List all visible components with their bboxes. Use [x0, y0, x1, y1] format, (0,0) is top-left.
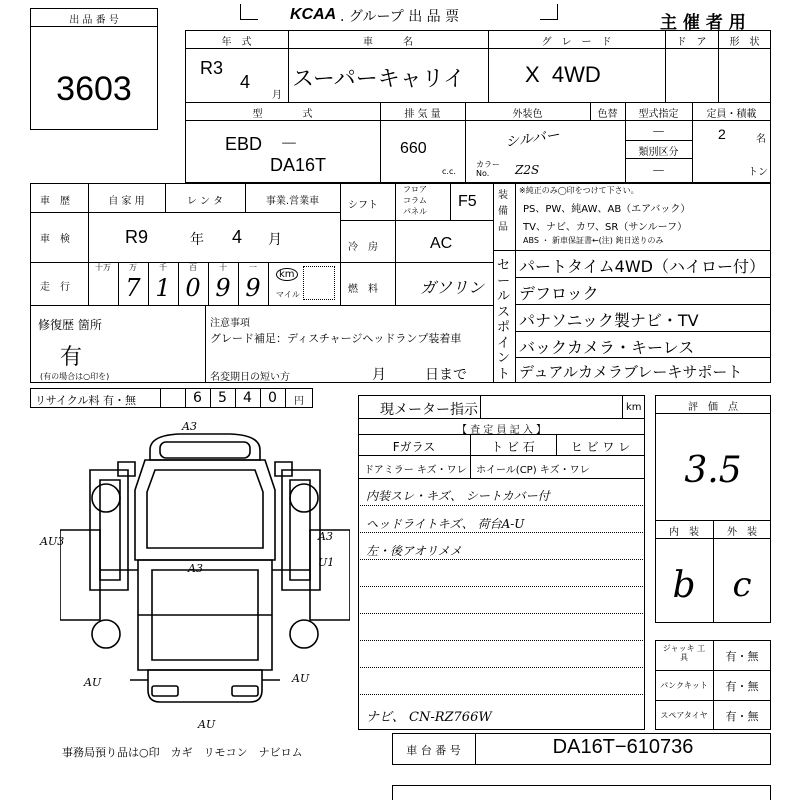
shift-option-floor: フロア: [403, 185, 427, 194]
vehicle-name: スーパーキャリイ: [292, 67, 466, 92]
model-prefix: EBD －: [225, 134, 299, 154]
year-month: 4: [240, 72, 251, 92]
organizer-use-label: 主 催 者 用: [660, 13, 746, 33]
memo-line: 内装スレ・キズ、 シートカバー付: [366, 489, 550, 503]
damage-label-left: AU3: [40, 535, 65, 548]
inspection-month-unit: 月: [268, 232, 282, 248]
ac-label: 冷 房: [348, 242, 378, 253]
meter-label: 現メーター指示: [380, 402, 478, 418]
deadline-day-unit: 日まで: [425, 367, 467, 383]
memo-line: 左・後アオリメメ: [366, 544, 462, 558]
jack-yes-no[interactable]: 有・無: [725, 650, 759, 663]
type-designation: －: [651, 125, 666, 141]
shape-label: 形 状: [729, 37, 760, 48]
damage-label-bottom-left: AU: [84, 676, 102, 689]
mileage-digit: 9: [245, 274, 261, 302]
year-month-unit: 月: [272, 90, 282, 101]
mileage-label: 走 行: [40, 282, 70, 293]
history-label: 車 歴: [40, 196, 70, 207]
repair-value: 有: [60, 345, 83, 370]
equipment-note: ※純正のみ◯印をつけて下さい。: [519, 186, 639, 195]
stone-chip-label: ト ビ 石: [491, 440, 535, 454]
mileage-dotted-box: [303, 266, 335, 300]
equipment-line3: ABS ・ 新車保証書←(注) 鈍日送りのみ: [523, 236, 664, 245]
capacity-label: 定員・積載: [706, 109, 757, 120]
history-private[interactable]: 自 家 用: [108, 196, 145, 207]
f-glass-label: Fガラス: [392, 440, 436, 454]
damage-label-bottom: AU: [198, 718, 216, 731]
spare-tire-label: スペアタイヤ: [660, 711, 708, 720]
year-label: 年 式: [221, 37, 252, 48]
meter-km: km: [626, 402, 642, 413]
grade: X 4WD: [525, 62, 601, 87]
exterior-label: 外 装: [727, 527, 757, 538]
sales-point-item: バックカメラ・キーレス: [519, 338, 695, 357]
sales-point-item: パートタイム4WD（ハイロー付）: [519, 257, 766, 276]
equipment-label: 装 備 品: [498, 190, 508, 233]
history-business[interactable]: 事業.営業車: [265, 196, 320, 207]
fuel-value: ガソリン: [420, 278, 485, 297]
deadline-month-unit: 月: [372, 367, 386, 383]
mileage-digit: 7: [125, 274, 141, 302]
header-bracket-right: [540, 4, 558, 20]
shift-value: F5: [458, 193, 477, 210]
navi-memo: ナビ、 CN-RZ766W: [366, 710, 492, 725]
history-rental[interactable]: レ ン タ: [186, 196, 224, 207]
mileage-digit: 0: [185, 274, 201, 302]
cc-unit: c.c.: [442, 167, 456, 176]
mileage-digit: 9: [215, 274, 231, 302]
vehicle-name-label: 車 名: [363, 37, 413, 48]
mileage-unit-1: 一: [249, 263, 257, 272]
type-designation-label: 型式指定: [638, 109, 679, 120]
mileage-unit-1k: 千: [159, 263, 167, 272]
interior-score: b: [672, 565, 696, 606]
damage-label-top: A3: [182, 420, 197, 433]
records-label: 【 査 定 員 記 入 】: [456, 425, 547, 436]
kcaa-logo: KCAA: [290, 6, 337, 23]
chassis-number-label: 車 台 番 号: [406, 744, 461, 757]
crack-label: ヒ ビ ワ レ: [570, 440, 631, 454]
recycle-yen: 円: [294, 396, 304, 407]
sales-points-list: [515, 250, 771, 383]
mileage-unit-10k: 万: [129, 263, 137, 272]
displacement: 660: [400, 140, 427, 157]
inspection-month: 4: [232, 227, 243, 247]
exterior-color-label: 外装色: [512, 109, 543, 120]
model: DA16T: [270, 155, 327, 175]
displacement-label: 排 気 量: [404, 109, 441, 120]
model-label: 型 式: [252, 109, 313, 120]
recycle-digit: 4: [243, 390, 252, 406]
puncture-kit-label: パンクキット: [660, 681, 708, 690]
year-era: R3: [200, 58, 224, 78]
damage-label-right-2: U1: [318, 556, 335, 569]
overall-score: 3.5: [684, 450, 742, 491]
shift-option-panel: パネル: [403, 207, 427, 216]
interior-label: 内 装: [669, 527, 699, 538]
classification: －: [651, 164, 666, 180]
shift-option-column: コラム: [403, 196, 427, 205]
color-number-label: カラー No.: [476, 160, 500, 178]
door-label: ド ア: [676, 37, 707, 48]
deadline-label: 名変期日の短い方: [210, 372, 290, 383]
jack-label: ジャッキ 工 具: [662, 644, 714, 662]
capacity: 2: [718, 126, 726, 142]
notes-label: 注意事項: [210, 318, 250, 329]
notes-text: グレード補足：ディスチャージヘッドランプ装着車: [210, 332, 462, 345]
door-mirror-label: ドアミラー キズ・ワレ: [364, 465, 467, 476]
exterior-score: c: [732, 565, 752, 605]
puncture-kit-yes-no[interactable]: 有・無: [725, 680, 759, 693]
bottom-partial-row: [392, 785, 771, 800]
header-bracket-left: [240, 4, 258, 20]
grade-label: グ レ ー ド: [541, 37, 612, 48]
mileage-digits: [88, 262, 268, 305]
mileage-unit-100: 百: [189, 263, 197, 272]
recycle-digit: 0: [268, 390, 277, 406]
km-label: km: [276, 268, 298, 281]
exhibit-number: 3603: [56, 70, 132, 108]
damage-label-right-1: A3: [318, 530, 333, 543]
mile-label: マイル: [276, 290, 300, 299]
inspection-era: R9: [125, 227, 149, 247]
repair-label: 修復歴 箇所: [38, 318, 102, 332]
group-title: . グループ 出 品 票: [340, 9, 460, 25]
recycle-digit: 6: [193, 390, 202, 406]
chassis-number: DA16T−610736: [552, 736, 694, 758]
repair-note: (有の場合は○印を): [40, 372, 110, 381]
mileage-digit: 1: [155, 274, 171, 302]
recycle-digit: 5: [218, 390, 227, 406]
color-change-label: 色替: [597, 109, 618, 120]
capacity-unit: 名: [756, 134, 766, 145]
recycle-label: リサイクル料 有・無: [35, 394, 136, 407]
sales-point-item: デフロック: [519, 284, 599, 303]
mileage-unit-10: 十: [219, 263, 227, 272]
damage-label-center: A3: [188, 562, 203, 575]
ac-value: AC: [430, 235, 453, 252]
exhibit-number-label: 出 品 番 号: [69, 15, 119, 26]
shift-label: シフト: [348, 200, 378, 211]
office-items-label: 事務局預り品は○印 カギ リモコン ナビロム: [62, 746, 303, 759]
mileage-unit-100k: 十万: [95, 263, 111, 272]
memo-line: ヘッドライトキズ、 荷台A-U: [366, 517, 525, 531]
load-unit: トン: [748, 167, 768, 178]
classification-label: 類別区分: [638, 147, 679, 158]
color-number: Z2S: [515, 163, 540, 177]
inspection-label: 車 検: [40, 234, 70, 245]
sales-point-item: デュアルカメラブレーキサポート: [519, 363, 743, 381]
wheel-label: ホイール(CP) キズ・ワレ: [476, 465, 590, 476]
inspection-year-unit: 年: [190, 232, 204, 248]
damage-label-bottom-right: AU: [292, 672, 310, 685]
spare-tire-yes-no[interactable]: 有・無: [725, 710, 759, 723]
equipment-line2: TV、ナビ、カワ、SR（サンルーフ）: [523, 222, 688, 233]
sales-points-label: セールスポイント: [497, 258, 511, 382]
sales-point-item: パナソニック製ナビ・TV: [519, 311, 699, 330]
fuel-label: 燃 料: [348, 284, 378, 295]
equipment-line1: PS、PW、純AW、AB（エアバック）: [523, 204, 691, 215]
score-label: 評 価 点: [688, 402, 738, 413]
exterior-color: シルバー: [504, 127, 561, 151]
